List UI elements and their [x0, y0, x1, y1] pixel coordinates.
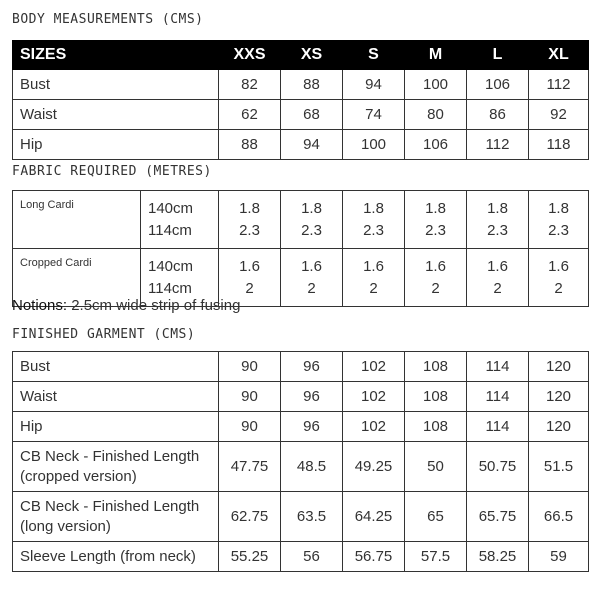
table-cell: 49.25 [343, 442, 405, 492]
table-cell: 94 [281, 130, 343, 160]
fabric-width: 114cm [148, 221, 192, 239]
table-cell [529, 249, 589, 307]
table-cell: 106 [467, 70, 529, 100]
fabric-required-table [12, 190, 589, 307]
table-cell: 102 [343, 352, 405, 382]
amount: 2.3 [425, 221, 446, 239]
amount: 1.8 [239, 199, 260, 217]
table-row [13, 492, 589, 542]
fabric-width: 140cm [148, 257, 194, 275]
table-cell: 65.75 [467, 492, 529, 542]
table-cell: 100 [343, 130, 405, 160]
row-label: Sleeve Length (from neck) [13, 542, 219, 572]
amount: 1.6 [363, 257, 384, 275]
table-cell: 64.25 [343, 492, 405, 542]
table-cell: 112 [529, 70, 589, 100]
sizes-header-label: SIZES [13, 41, 219, 70]
table-cell: 86 [467, 100, 529, 130]
size-header-row [13, 41, 589, 70]
size-header: XXS [219, 41, 281, 70]
table-row [13, 382, 589, 412]
amount: 1.6 [301, 257, 322, 275]
table-cell: 108 [405, 382, 467, 412]
table-cell: 88 [219, 130, 281, 160]
amount: 1.6 [239, 257, 260, 275]
size-header: S [343, 41, 405, 70]
amount: 2 [245, 279, 254, 297]
table-cell: 106 [405, 130, 467, 160]
amount: 1.8 [487, 199, 508, 217]
table-cell: 96 [281, 412, 343, 442]
table-cell: 82 [219, 70, 281, 100]
size-header: M [405, 41, 467, 70]
fabric-widths [141, 191, 219, 249]
table-row [13, 100, 589, 130]
amount: 2 [307, 279, 316, 297]
table-cell: 94 [343, 70, 405, 100]
table-cell [219, 191, 281, 249]
table-cell: 59 [529, 542, 589, 572]
table-cell: 51.5 [529, 442, 589, 492]
table-cell: 114 [467, 382, 529, 412]
amount: 2 [431, 279, 440, 297]
table-row [13, 191, 589, 249]
table-cell: 102 [343, 412, 405, 442]
fabric-required-heading: FABRIC REQUIRED (METRES) [12, 164, 212, 179]
table-cell: 120 [529, 382, 589, 412]
amount: 1.6 [548, 257, 569, 275]
amount: 1.8 [301, 199, 322, 217]
row-label [13, 492, 219, 542]
amount: 2 [369, 279, 378, 297]
table-row [13, 70, 589, 100]
size-header: XL [529, 41, 589, 70]
table-row [13, 412, 589, 442]
table-cell: 90 [219, 412, 281, 442]
table-cell: 65 [405, 492, 467, 542]
table-row [13, 542, 589, 572]
row-label-line: (long version) [20, 517, 111, 535]
table-cell [529, 191, 589, 249]
row-label: Hip [13, 412, 219, 442]
table-cell: 96 [281, 382, 343, 412]
table-cell: 118 [529, 130, 589, 160]
table-cell [343, 191, 405, 249]
fabric-width: 140cm [148, 199, 194, 217]
table-cell: 96 [281, 352, 343, 382]
table-cell: 108 [405, 412, 467, 442]
table-cell: 90 [219, 352, 281, 382]
size-header: L [467, 41, 529, 70]
row-label-line: CB Neck - Finished Length [20, 447, 200, 465]
table-cell: 50.75 [467, 442, 529, 492]
amount: 2 [493, 279, 502, 297]
table-cell: 108 [405, 352, 467, 382]
garment-label: Cropped Cardi [13, 249, 141, 307]
table-row [13, 442, 589, 492]
table-cell: 114 [467, 352, 529, 382]
row-label-line: CB Neck - Finished Length [20, 497, 200, 515]
table-cell: 56 [281, 542, 343, 572]
table-cell: 80 [405, 100, 467, 130]
table-cell: 92 [529, 100, 589, 130]
row-label: Bust [13, 70, 219, 100]
row-label: Bust [13, 352, 219, 382]
table-cell: 47.75 [219, 442, 281, 492]
table-cell: 62 [219, 100, 281, 130]
amount: 1.6 [487, 257, 508, 275]
table-cell: 57.5 [405, 542, 467, 572]
amount: 2.3 [487, 221, 508, 239]
fabric-width: 114cm [148, 279, 192, 297]
table-cell: 58.25 [467, 542, 529, 572]
notions-text: 2.5cm wide strip of fusing [71, 297, 241, 314]
row-label [13, 442, 219, 492]
table-cell [281, 191, 343, 249]
table-cell: 74 [343, 100, 405, 130]
amount: 2.3 [239, 221, 260, 239]
table-cell [467, 191, 529, 249]
table-cell: 68 [281, 100, 343, 130]
table-row [13, 352, 589, 382]
amount: 2.3 [301, 221, 322, 239]
table-cell: 63.5 [281, 492, 343, 542]
notions-label: Notions: [12, 297, 68, 314]
table-cell [281, 249, 343, 307]
garment-label: Long Cardi [13, 191, 141, 249]
row-label: Hip [13, 130, 219, 160]
table-cell: 56.75 [343, 542, 405, 572]
table-cell: 100 [405, 70, 467, 100]
row-label: Waist [13, 100, 219, 130]
amount: 2.3 [363, 221, 384, 239]
table-cell: 88 [281, 70, 343, 100]
table-row [13, 130, 589, 160]
table-cell: 62.75 [219, 492, 281, 542]
table-cell [343, 249, 405, 307]
table-cell: 120 [529, 352, 589, 382]
table-cell: 114 [467, 412, 529, 442]
notions-line [12, 297, 240, 314]
row-label-line: (cropped version) [20, 467, 137, 485]
body-measurements-table [12, 40, 589, 160]
amount: 1.8 [363, 199, 384, 217]
table-cell [405, 249, 467, 307]
size-header: XS [281, 41, 343, 70]
row-label: Waist [13, 382, 219, 412]
table-cell [467, 249, 529, 307]
table-cell: 50 [405, 442, 467, 492]
amount: 2 [554, 279, 563, 297]
body-measurements-heading: BODY MEASUREMENTS (CMS) [12, 12, 204, 27]
table-cell: 120 [529, 412, 589, 442]
amount: 1.8 [425, 199, 446, 217]
table-cell [405, 191, 467, 249]
finished-garment-heading: FINISHED GARMENT (CMS) [12, 327, 196, 342]
amount: 1.8 [548, 199, 569, 217]
table-cell: 48.5 [281, 442, 343, 492]
finished-garment-table [12, 351, 589, 572]
amount: 1.6 [425, 257, 446, 275]
amount: 2.3 [548, 221, 569, 239]
table-cell: 90 [219, 382, 281, 412]
table-cell: 102 [343, 382, 405, 412]
table-cell: 112 [467, 130, 529, 160]
table-cell: 66.5 [529, 492, 589, 542]
table-cell: 55.25 [219, 542, 281, 572]
